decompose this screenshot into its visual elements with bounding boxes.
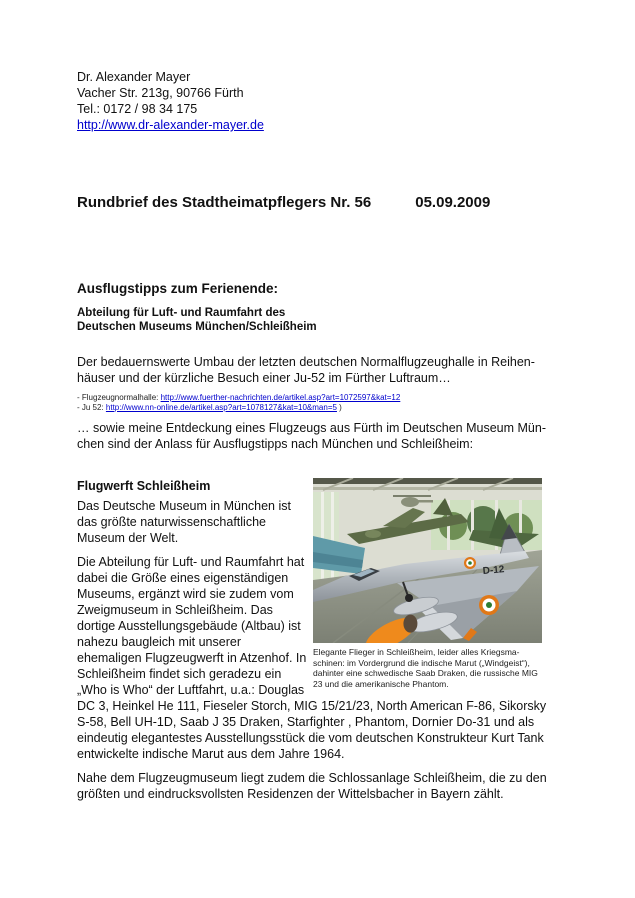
- intro-paragraph-1: Der bedauernswerte Umbau der letzten deutschen Normalflugzeughalle in Reihenhäuser und der kürzliche Besuch einer Ju-52 im Fürther Luftraum…: [77, 355, 535, 385]
- aircraft-marking-text: D-12: [482, 564, 505, 577]
- sender-address: Vacher Str. 213g, 90766 Fürth: [77, 86, 244, 100]
- museum-photo-image: [313, 478, 542, 643]
- article-paragraph-2: Die Abteilung für Luft- und Raumfahrt hat dabei die Größe eines eigenständigen Museums, ergänzt wird sie zudem vom Zweigmuseum in Schleißheim. Das dortige Ausstellungsgebäude (Altbau) ist nahezu baugleich mit unserer ehemaligen Flugzeugwerft in Atzenhof. In Schleißheim findet sich geradezu ein „Who is Who“ der Luftfahrt, u.a.: Douglas DC 3, Heinkel He 111, Fieseler Storch, MIG 15/21/23, North American F-86, Sikorsky S-58, Bell UH-1D, Saab J 35 Draken, Starfighter , Phantom, Dornier Do-31 und als eindeutig elegantestes Ausstellungsstück die vom deutschen Konstrukteur Kurt Tank entwickelte indische Marut aus dem Jahre 1964.: [77, 555, 547, 761]
- photo-caption: Elegante Flieger in Schleißheim, leider alles Kriegsmaschinen: im Vordergrund die indische Marut („Windgeist“), dahinter eine schwedische Saab Draken, die russische MIG 23 und die amerikanische Phantom.: [313, 647, 538, 689]
- section-heading-block: [77, 281, 560, 334]
- footnote-1-link[interactable]: http://www.fuerther-nachrichten.de/artikel.asp?art=1072597&kat=12: [160, 393, 401, 402]
- article-flugwerft: [77, 478, 560, 802]
- intro-paragraph-2: … sowie meine Entdeckung eines Flugzeugs aus Fürth im Deutschen Museum München sind der Anlass für Ausflugstipps nach München und Schleißheim:: [77, 421, 546, 451]
- indian-roundel-fuselage: [464, 557, 476, 569]
- section-heading: Ausflugstipps zum Ferienende:: [77, 281, 279, 296]
- footnote-2-label: - Ju 52:: [77, 402, 106, 412]
- document-date: 05.09.2009: [415, 194, 491, 211]
- indian-roundel-wing: [479, 595, 499, 615]
- sender-website-link[interactable]: http://www.dr-alexander-mayer.de: [77, 118, 264, 132]
- footnote-2-suffix: ): [336, 402, 342, 412]
- footnote-line-2: [77, 403, 560, 413]
- section-subheading-line1: Abteilung für Luft- und Raumfahrt des: [77, 307, 286, 319]
- sender-name: Dr. Alexander Mayer: [77, 70, 191, 84]
- article-paragraph-1: Das Deutsche Museum in München ist das größte naturwissenschaftliche Museum der Welt.: [77, 499, 291, 545]
- document-title: Rundbrief des Stadtheimatpflegers Nr. 56: [77, 194, 372, 211]
- museum-photo-illustration: [313, 478, 542, 643]
- section-subheading-line2: Deutschen Museums München/Schleißheim: [77, 321, 317, 333]
- sender-phone: Tel.: 0172 / 98 34 175: [77, 102, 198, 116]
- footnote-links: [77, 393, 560, 412]
- article-paragraph-3: Nahe dem Flugzeugmuseum liegt zudem die Schlossanlage Schleißheim, die zu den größten und eindrucksvollsten Residenzen der Wittelsbacher in Bayern zählt.: [77, 771, 547, 801]
- footnote-1-label: - Flugzeugnormalhalle:: [77, 393, 161, 402]
- section-subheading: [77, 306, 560, 334]
- document-title-row: [77, 195, 560, 211]
- sender-contact-block: [77, 69, 560, 133]
- footnote-line-1: [77, 393, 560, 403]
- footnote-2-link[interactable]: http://www.nn-online.de/artikel.asp?art=1078127&kat=10&man=5: [105, 402, 337, 412]
- article-heading: Flugwerft Schleißheim: [77, 479, 211, 493]
- photo-block: [308, 478, 560, 689]
- page-content: [77, 0, 560, 802]
